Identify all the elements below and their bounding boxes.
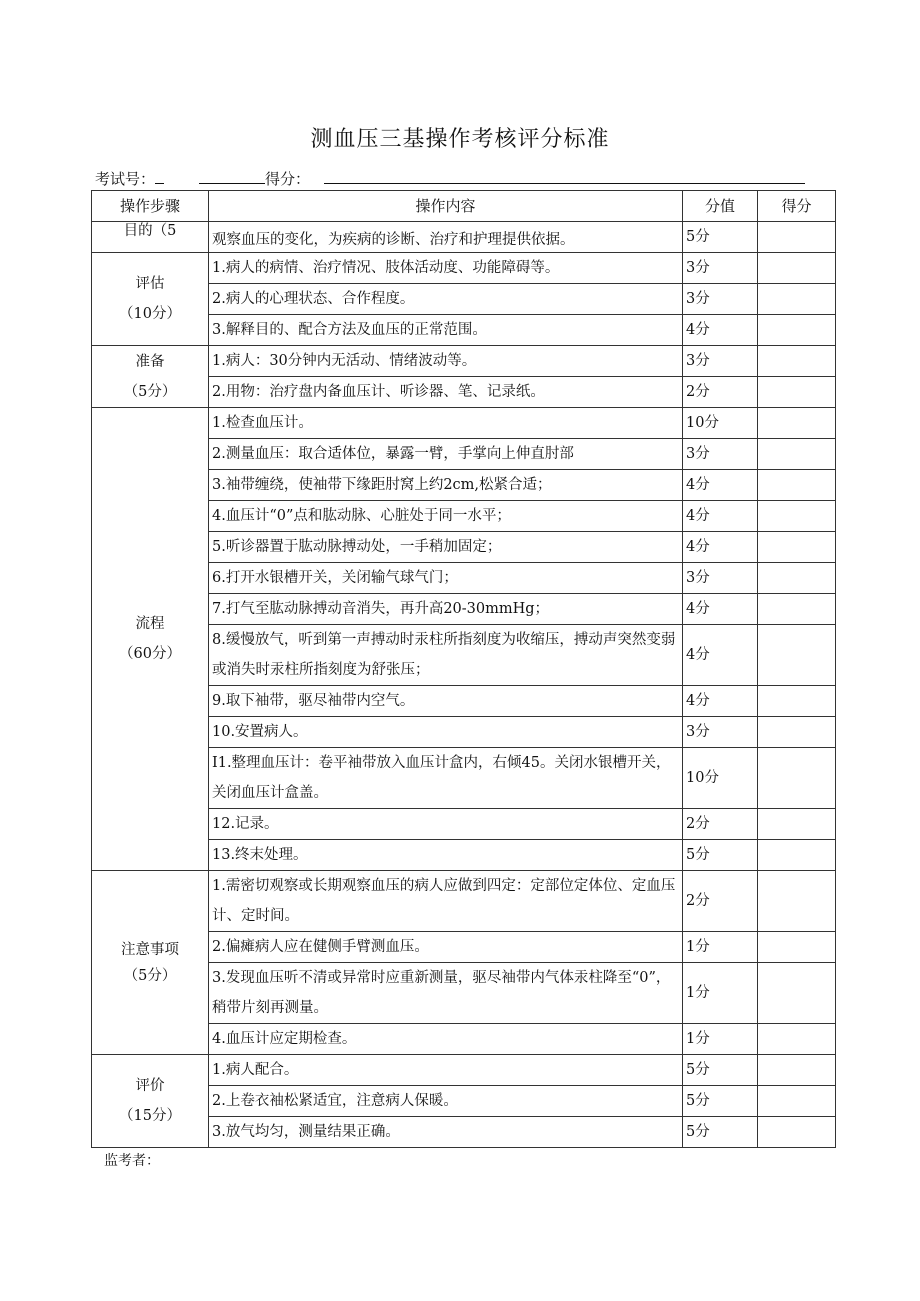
score-input-cell[interactable]	[758, 284, 836, 315]
score-input-cell[interactable]	[758, 222, 836, 253]
points-cell: 2分	[683, 809, 758, 840]
content-cell: 2.偏瘫病人应在健侧手臂测血压。	[209, 932, 683, 963]
score-input-cell[interactable]	[758, 840, 836, 871]
score-input-cell[interactable]	[758, 377, 836, 408]
score-input-cell[interactable]	[758, 563, 836, 594]
content-cell: 2.病人的心理状态、合作程度。	[209, 284, 683, 315]
table-row	[92, 222, 836, 253]
header-points: 分值	[683, 191, 758, 222]
content-cell: 4.血压计“0”点和肱动脉、心脏处于同一水平；	[209, 501, 683, 532]
score-input-cell[interactable]	[758, 408, 836, 439]
content-cell: 1.检查血压计。	[209, 408, 683, 439]
step-cell-procedure: 流程 （60分）	[92, 408, 209, 871]
content-cell: 3.发现血压听不清或异常时应重新测量，驱尽袖带内气体汞柱降至“0”，稍带片刻再测量。	[209, 963, 683, 1024]
score-input-cell[interactable]	[758, 963, 836, 1024]
points-cell: 4分	[683, 532, 758, 563]
score-input-cell[interactable]	[758, 501, 836, 532]
points-cell: 4分	[683, 625, 758, 686]
points-cell: 3分	[683, 284, 758, 315]
content-cell: 2.测量血压：取合适体位，暴露一臂，手掌向上伸直肘部	[209, 439, 683, 470]
step-cell-purpose: 目的（5	[92, 222, 209, 253]
points-cell: 3分	[683, 253, 758, 284]
step-cell-evaluation: 评价 （15分）	[92, 1055, 209, 1148]
score-input-cell[interactable]	[758, 470, 836, 501]
step-cell-preparation: 准备 （5分）	[92, 346, 209, 408]
score-input-cell[interactable]	[758, 315, 836, 346]
content-cell: 1.病人配合。	[209, 1055, 683, 1086]
score-input-cell[interactable]	[758, 686, 836, 717]
proctor-label: 监考者：	[104, 1153, 160, 1169]
table-row	[92, 871, 836, 932]
header-score: 得分	[758, 191, 836, 222]
score-input-cell[interactable]	[758, 871, 836, 932]
points-cell: 3分	[683, 439, 758, 470]
content-cell: 3.放气均匀，测量结果正确。	[209, 1117, 683, 1148]
content-cell: 9.取下袖带，驱尽袖带内空气。	[209, 686, 683, 717]
score-input-cell[interactable]	[758, 1024, 836, 1055]
content-cell: 8.缓慢放气，听到第一声搏动时汞柱所指刻度为收缩压，搏动声突然变弱或消失时汞柱所指刻度为舒张压；	[209, 625, 683, 686]
content-cell: 3.解释目的、配合方法及血压的正常范围。	[209, 315, 683, 346]
score-input-cell[interactable]	[758, 594, 836, 625]
points-cell: 1分	[683, 1024, 758, 1055]
header-content: 操作内容	[209, 191, 683, 222]
step-cell-precautions: 注意事项 （5分）	[92, 871, 209, 1055]
score-input-cell[interactable]	[758, 532, 836, 563]
score-input-cell[interactable]	[758, 1055, 836, 1086]
score-label: 得分：	[265, 170, 311, 188]
content-cell: 10.安置病人。	[209, 717, 683, 748]
content-cell: 7.打气至肱动脉搏动音消失，再升高20-30mmHg；	[209, 594, 683, 625]
points-cell: 4分	[683, 501, 758, 532]
points-cell: 5分	[683, 840, 758, 871]
points-cell: 10分	[683, 408, 758, 439]
score-input-cell[interactable]	[758, 253, 836, 284]
points-cell: 4分	[683, 594, 758, 625]
scoring-table	[91, 190, 836, 1148]
exam-no-label: 考试号：	[95, 170, 156, 188]
score-input-cell[interactable]	[758, 748, 836, 809]
points-cell: 2分	[683, 377, 758, 408]
points-cell: 4分	[683, 470, 758, 501]
score-input-cell[interactable]	[758, 625, 836, 686]
content-cell: 12.记录。	[209, 809, 683, 840]
points-cell: 5分	[683, 1055, 758, 1086]
content-cell: 6.打开水银槽开关，关闭输气球气门；	[209, 563, 683, 594]
score-blank[interactable]	[324, 169, 805, 184]
points-cell: 10分	[683, 748, 758, 809]
points-cell: 3分	[683, 563, 758, 594]
content-cell: 3.袖带缠绕，使袖带下缘距肘窝上约2cm,松紧合适；	[209, 470, 683, 501]
table-header-row	[92, 191, 836, 222]
exam-info-line	[95, 168, 805, 189]
content-cell: 4.血压计应定期检查。	[209, 1024, 683, 1055]
page-title: 测血压三基操作考核评分标准	[310, 127, 610, 152]
score-input-cell[interactable]	[758, 346, 836, 377]
content-cell: 2.上卷衣袖松紧适宜，注意病人保暖。	[209, 1086, 683, 1117]
content-cell: 观察血压的变化，为疾病的诊断、治疗和护理提供依据。	[209, 222, 683, 253]
score-input-cell[interactable]	[758, 809, 836, 840]
content-cell: 1.病人：30分钟内无活动、情绪波动等。	[209, 346, 683, 377]
exam-no-blank-2[interactable]	[199, 169, 265, 184]
score-input-cell[interactable]	[758, 439, 836, 470]
step-cell-assessment: 评估 （10分）	[92, 253, 209, 346]
content-cell: 5.听诊器置于肱动脉搏动处，一手稍加固定；	[209, 532, 683, 563]
table-row	[92, 408, 836, 439]
points-cell: 5分	[683, 1086, 758, 1117]
points-cell: 3分	[683, 346, 758, 377]
points-cell: 5分	[683, 222, 758, 253]
score-input-cell[interactable]	[758, 932, 836, 963]
points-cell: 1分	[683, 932, 758, 963]
points-cell: 5分	[683, 1117, 758, 1148]
table-row	[92, 253, 836, 284]
points-cell: 1分	[683, 963, 758, 1024]
table-row	[92, 1055, 836, 1086]
header-step: 操作步骤	[92, 191, 209, 222]
score-input-cell[interactable]	[758, 1086, 836, 1117]
content-cell: 13.终末处理。	[209, 840, 683, 871]
table-row	[92, 346, 836, 377]
points-cell: 2分	[683, 871, 758, 932]
content-cell: 1.病人的病情、治疗情况、肢体活动度、功能障碍等。	[209, 253, 683, 284]
content-cell: 2.用物：治疗盘内备血压计、听诊器、笔、记录纸。	[209, 377, 683, 408]
exam-no-blank[interactable]	[155, 169, 164, 184]
points-cell: 4分	[683, 686, 758, 717]
points-cell: 4分	[683, 315, 758, 346]
content-cell: I1.整理血压计：卷平袖带放入血压计盒内，右倾45。关闭水银槽开关，关闭血压计盒盖。	[209, 748, 683, 809]
points-cell: 3分	[683, 717, 758, 748]
score-input-cell[interactable]	[758, 717, 836, 748]
score-input-cell[interactable]	[758, 1117, 836, 1148]
content-cell: 1.需密切观察或长期观察血压的病人应做到四定：定部位定体位、定血压计、定时间。	[209, 871, 683, 932]
